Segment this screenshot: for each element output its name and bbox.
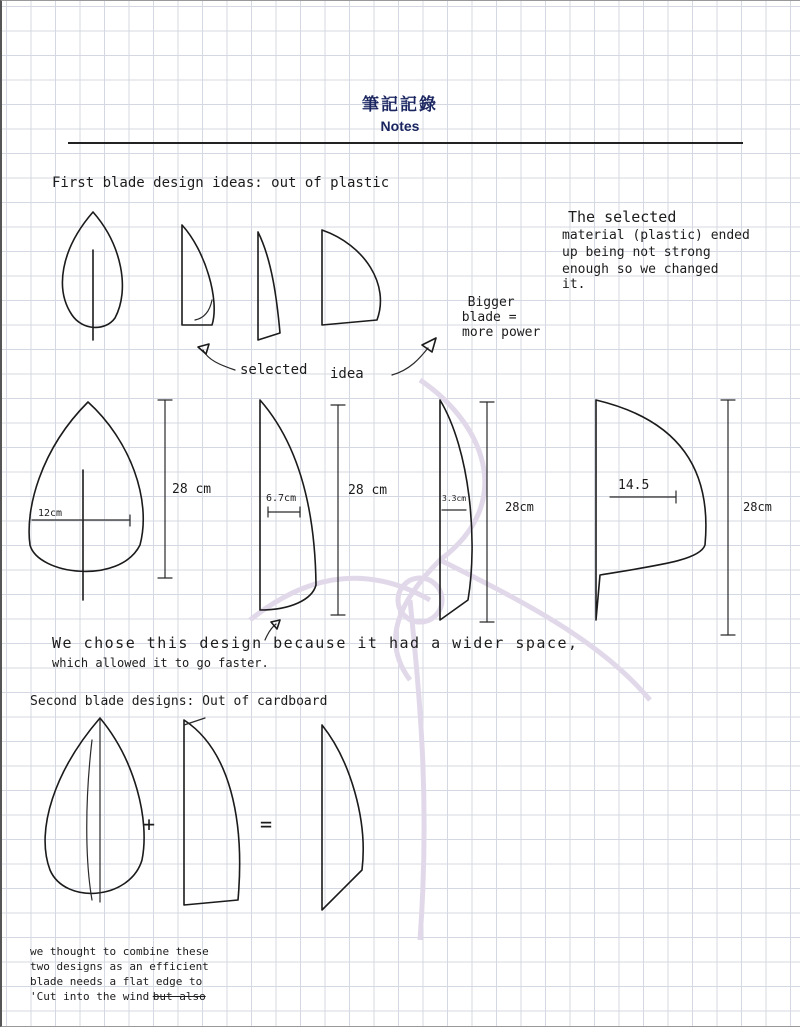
cardboard-blade-sketch bbox=[184, 720, 240, 905]
blade-sketch-small-1 bbox=[182, 225, 214, 325]
cardboard-leaf-sketch bbox=[45, 718, 144, 893]
blade-sketch-large-4 bbox=[596, 400, 706, 620]
conclusion-line-1: We chose this design because it had a wider space, bbox=[52, 634, 579, 652]
bigger-blade-note bbox=[442, 295, 540, 340]
equals-sign: = bbox=[260, 812, 273, 836]
side-note-line: The selected bbox=[568, 208, 677, 226]
side-note-line: material (plastic) ended bbox=[562, 228, 750, 243]
bigger-note-line: Bigger bbox=[467, 295, 515, 310]
side-note-line: up being not strong bbox=[562, 245, 711, 260]
combined-blade-sketch bbox=[322, 725, 363, 910]
selected-label: selected bbox=[240, 362, 308, 378]
blade4-width-label: 14.5 bbox=[618, 478, 650, 493]
blade4-height-label: 28cm bbox=[743, 500, 772, 514]
bigger-note-line: more power bbox=[462, 325, 541, 340]
section2-note-line: blade needs a flat edge to bbox=[30, 975, 203, 988]
ghost-pinwheel bbox=[250, 380, 650, 940]
section2-note-line: 'Cut into the wind bbox=[30, 990, 150, 1003]
plus-sign: + bbox=[143, 812, 156, 836]
section2-note-line: we thought to combine these bbox=[30, 945, 209, 958]
blade3-height-label: 28cm bbox=[505, 500, 534, 514]
page-title-english: Notes bbox=[380, 118, 420, 134]
section2-note-last-line bbox=[30, 989, 209, 1004]
leaf-sketch-large bbox=[29, 402, 143, 571]
selected-arrow bbox=[203, 350, 235, 370]
blade-sketch-small-2 bbox=[258, 232, 280, 340]
side-note bbox=[562, 208, 750, 292]
side-note-line: it. bbox=[562, 277, 586, 292]
section2-note-line: two designs as an efficient bbox=[30, 960, 209, 973]
leaf-height-label: 28 cm bbox=[172, 482, 212, 497]
section2-note-struck: but also bbox=[152, 990, 206, 1003]
section2-note bbox=[30, 944, 209, 1004]
blade3-width-label: 3.3cm bbox=[442, 494, 467, 503]
section2-heading: Second blade designs: Out of cardboard bbox=[30, 694, 328, 709]
section1-heading: First blade design ideas: out of plastic bbox=[52, 175, 390, 191]
bigger-arrow bbox=[392, 348, 428, 375]
side-note-line: enough so we changed bbox=[562, 262, 719, 277]
idea-label: idea bbox=[330, 366, 364, 382]
page-title-chinese: 筆記記錄 bbox=[362, 95, 438, 115]
blade2-width-label: 6.7cm bbox=[266, 493, 297, 504]
conclusion-line-2: which allowed it to go faster. bbox=[52, 656, 269, 670]
blade-sketch-small-3 bbox=[322, 230, 380, 325]
bigger-note-line: blade = bbox=[461, 310, 517, 325]
leaf-width-label: 12cm bbox=[38, 508, 63, 519]
blade-sketch-large-2 bbox=[260, 400, 316, 610]
blade2-height-label: 28 cm bbox=[348, 483, 388, 498]
